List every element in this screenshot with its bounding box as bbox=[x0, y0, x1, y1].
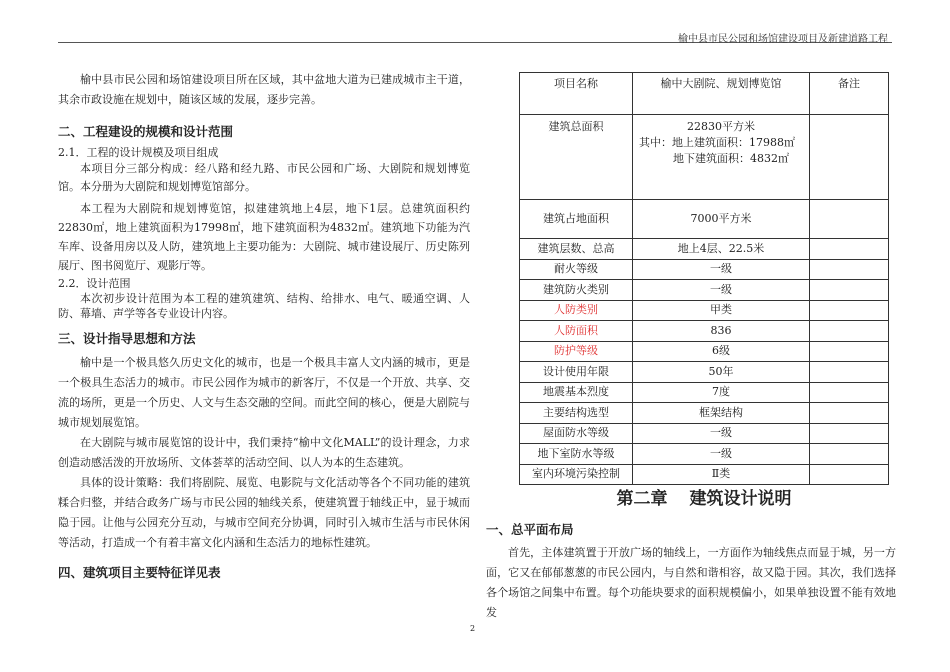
subsection-2-2-paragraph: 本次初步设计范围为本工程的建筑建筑、结构、给排水、电气、暖通空调、人防、幕墙、声学等各专业设计内容。 bbox=[58, 292, 470, 320]
row-value: 一级 bbox=[633, 444, 810, 465]
row-label: 防护等级 bbox=[520, 341, 633, 362]
row-remark bbox=[810, 280, 889, 301]
subsection-2-1-paragraph-1: 本项目分三部分构成：经八路和经九路、市民公园和广场、大剧院和规划博览馆。本分册为大剧院和规划博览馆部分。 bbox=[58, 162, 470, 193]
header-project-title: 榆中大剧院、规划博览馆 bbox=[633, 73, 810, 115]
table-header-row bbox=[520, 73, 889, 115]
row-value: 一级 bbox=[633, 259, 810, 280]
row-remark bbox=[810, 115, 889, 200]
row-remark bbox=[810, 321, 889, 342]
subsection-2-1-paragraph-2: 本工程为大剧院和规划博览馆，拟建建筑地上4层，地下1层。总建筑面积约22830㎡，地上建筑面积为17998㎡，地下建筑面积为4832㎡。建筑地下功能为汽车库、设备用房以及人防，建筑地上主要功能为：大剧院、城市建设展厅、历史陈列展厅、图书阅览厅、观影厅等。 bbox=[58, 202, 470, 272]
row-value: 地上4层、22.5米 bbox=[633, 239, 810, 260]
row-label: 建筑层数、总高 bbox=[520, 239, 633, 260]
below-ground-area: 地下建筑面积：4832㎡ bbox=[673, 152, 789, 165]
row-value: 6级 bbox=[633, 341, 810, 362]
chapter-number: 第二章 bbox=[616, 489, 668, 509]
section-2-heading: 二、工程建设的规模和设计范围 bbox=[58, 124, 234, 139]
table-row bbox=[520, 321, 889, 342]
page-header bbox=[58, 22, 892, 43]
page-number: 2 bbox=[470, 624, 476, 633]
table-row bbox=[520, 444, 889, 465]
row-remark bbox=[810, 403, 889, 424]
row-label: 主要结构选型 bbox=[520, 403, 633, 424]
row-label: 建筑总面积 bbox=[520, 115, 633, 200]
row-label: 人防类别 bbox=[520, 300, 633, 321]
row-value: 一级 bbox=[633, 423, 810, 444]
row-label: 地下室防水等级 bbox=[520, 444, 633, 465]
right-column bbox=[486, 520, 896, 623]
building-features-table bbox=[519, 72, 889, 485]
row-remark bbox=[810, 259, 889, 280]
header-title: 榆中县市民公园和场馆建设项目及新建道路工程 bbox=[678, 34, 888, 45]
section-1-paragraph: 首先，主体建筑置于开放广场的轴线上，一方面作为轴线焦点而显于城，另一方面，它又在郁郁葱葱的市民公园内，与自然和谐相容，故又隐于园。其次，我们选择各个场馆之间集中布置。每个功能块要求的面积规模偏小，如果单独设置不能有效地发 bbox=[486, 546, 896, 619]
header-project-name: 项目名称 bbox=[520, 73, 633, 115]
row-value-total-area bbox=[633, 115, 810, 200]
table-row bbox=[520, 423, 889, 444]
above-ground-area: 其中：地上建筑面积：17988㎡ bbox=[639, 136, 795, 149]
table-row bbox=[520, 200, 889, 239]
row-remark bbox=[810, 464, 889, 485]
row-remark bbox=[810, 382, 889, 403]
table-row bbox=[520, 280, 889, 301]
features-table-container bbox=[519, 72, 889, 485]
row-remark bbox=[810, 362, 889, 383]
table-row bbox=[520, 464, 889, 485]
row-label: 人防面积 bbox=[520, 321, 633, 342]
row-remark bbox=[810, 239, 889, 260]
row-label: 设计使用年限 bbox=[520, 362, 633, 383]
row-label: 地震基本烈度 bbox=[520, 382, 633, 403]
left-column bbox=[58, 70, 470, 583]
row-value: 框架结构 bbox=[633, 403, 810, 424]
row-value: 836 bbox=[633, 321, 810, 342]
table-row bbox=[520, 341, 889, 362]
row-value: 7000平方米 bbox=[633, 200, 810, 239]
table-row-total-area bbox=[520, 115, 889, 200]
row-value: 50年 bbox=[633, 362, 810, 383]
subsection-2-1-heading: 2.1．工程的设计规模及项目组成 bbox=[58, 146, 219, 159]
row-remark bbox=[810, 200, 889, 239]
row-value: Ⅱ类 bbox=[633, 464, 810, 485]
section-1-heading: 一、总平面布局 bbox=[486, 522, 574, 537]
row-label: 耐火等级 bbox=[520, 259, 633, 280]
header-remarks: 备注 bbox=[810, 73, 889, 115]
table-row bbox=[520, 382, 889, 403]
total-area-value: 22830平方米 bbox=[687, 120, 755, 133]
section-4-heading: 四、建筑项目主要特征详见表 bbox=[58, 565, 221, 580]
row-value: 7度 bbox=[633, 382, 810, 403]
subsection-2-2-heading: 2.2．设计范围 bbox=[58, 277, 131, 290]
section-3-paragraph-3: 具体的设计策略：我们将剧院、展览、电影院与文化活动等各个不同功能的建筑糅合归整，并结合政务广场与市民公园的轴线关系，使建筑置于轴线正中，显于城而隐于园。让他与公园充分互动，与城市空间充分协调，同时引入城市生活与市民休闲等活动，打造成一个有着丰富文化内涵和生态活力的地标性建筑。 bbox=[58, 476, 470, 549]
row-label: 建筑防火类别 bbox=[520, 280, 633, 301]
table-row bbox=[520, 259, 889, 280]
intro-paragraph: 榆中县市民公园和场馆建设项目所在区域，其中盆地大道为已建成城市主干道，其余市政设施在规划中，随该区域的发展，逐步完善。 bbox=[58, 73, 470, 106]
table-row bbox=[520, 403, 889, 424]
row-value: 一级 bbox=[633, 280, 810, 301]
row-label: 屋面防水等级 bbox=[520, 423, 633, 444]
table-row bbox=[520, 362, 889, 383]
row-remark bbox=[810, 444, 889, 465]
chapter-title: 建筑设计说明 bbox=[689, 489, 792, 509]
row-remark bbox=[810, 300, 889, 321]
row-remark bbox=[810, 341, 889, 362]
table-row bbox=[520, 300, 889, 321]
row-label: 建筑占地面积 bbox=[520, 200, 633, 239]
row-label: 室内环境污染控制 bbox=[520, 464, 633, 485]
row-value: 甲类 bbox=[633, 300, 810, 321]
table-row bbox=[520, 239, 889, 260]
chapter-heading bbox=[519, 484, 889, 509]
section-3-paragraph-2: 在大剧院与城市展览馆的设计中，我们秉持“榆中文化MALL”的设计理念，力求创造动感活泼的开放场所、文体荟萃的活动空间、以人为本的生态建筑。 bbox=[58, 436, 470, 469]
row-remark bbox=[810, 423, 889, 444]
section-3-paragraph-1: 榆中是一个极具悠久历史文化的城市，也是一个极具丰富人文内涵的城市，更是一个极具生态活力的城市。市民公园作为城市的新客厅，不仅是一个开放、共享、交流的场所，更是一个历史、人文与生态交融的空间。而此空间的核心，便是大剧院与城市规划展览馆。 bbox=[58, 356, 470, 429]
section-3-heading: 三、设计指导思想和方法 bbox=[58, 331, 196, 346]
